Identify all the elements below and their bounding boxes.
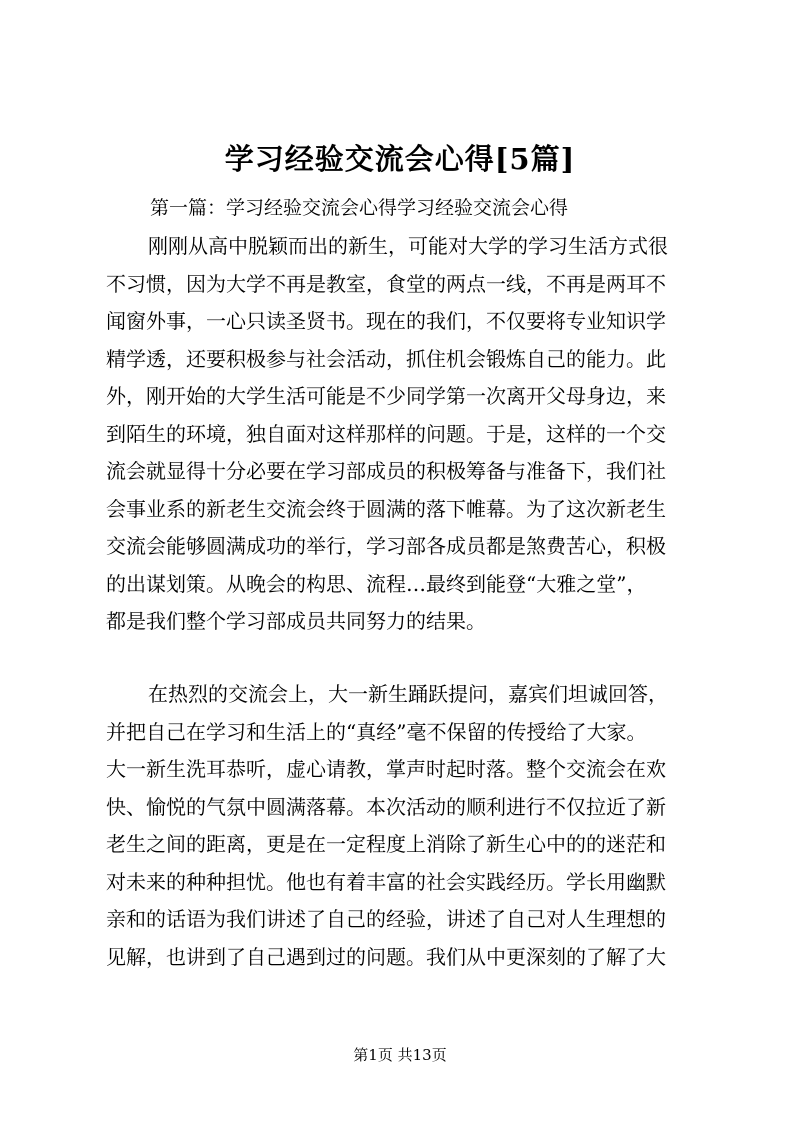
paragraph-line: 会事业系的新老生交流会终于圆满的落下帷幕。为了这次新老生 — [106, 496, 666, 521]
paragraph-line: 不习惯，因为大学不再是教室，食堂的两点一线，不再是两耳不 — [106, 271, 666, 296]
paragraph-line: 的出谋划策。从晚会的构思、流程…最终到能登“大雅之堂”， — [106, 571, 647, 596]
paragraph-line: 外，刚开始的大学生活可能是不少同学第一次离开父母身边，来 — [106, 384, 666, 408]
paragraph-line: 快、愉悦的气氛中圆满落幕。本次活动的顺利进行不仅拉近了新 — [106, 794, 666, 819]
paragraph-1 — [106, 228, 706, 641]
paragraph-line: 刚刚从高中脱颖而出的新生，可能对大学的学习生活方式很 — [148, 234, 668, 258]
paragraph-line: 流会就显得十分必要在学习部成员的积极筹备与准备下，我们社 — [106, 459, 666, 483]
paragraph-line: 精学透，还要积极参与社会活动，抓住机会锻炼自己的能力。此 — [106, 346, 666, 371]
document-title: 学习经验交流会心得[5篇] — [224, 142, 576, 176]
paragraph-line: 到陌生的环境，独自面对这样那样的问题。于是，这样的一个交 — [106, 421, 666, 446]
paragraph-line: 亲和的话语为我们讲述了自己的经验，讲述了自己对人生理想的 — [106, 907, 666, 931]
paragraph-line: 交流会能够圆满成功的举行，学习部各成员都是煞费苦心，积极 — [106, 534, 666, 558]
paragraph-line: 在热烈的交流会上，大一新生踊跃提问，嘉宾们坦诚回答， — [148, 682, 668, 706]
paragraph-line: 并把自己在学习和生活上的“真经”毫不保留的传授给了大家。 — [106, 719, 647, 744]
page-number: 第1页 共13页 — [353, 1046, 447, 1064]
paragraph-line: 见解，也讲到了自己遇到过的问题。我们从中更深刻的了解了大 — [106, 944, 666, 969]
paragraph-line: 大一新生洗耳恭听，虚心请教，掌声时起时落。整个交流会在欢 — [106, 757, 666, 781]
document-subtitle: 第一篇：学习经验交流会心得学习经验交流会心得 — [150, 197, 569, 219]
paragraph-line: 对未来的种种担忧。他也有着丰富的社会实践经历。学长用幽默 — [106, 869, 666, 894]
paragraph-line: 老生之间的距离，更是在一定程度上消除了新生心中的的迷茫和 — [106, 832, 666, 856]
paragraph-line: 都是我们整个学习部成员共同努力的结果。 — [106, 609, 486, 633]
paragraph-2 — [106, 676, 706, 976]
paragraph-line: 闻窗外事，一心只读圣贤书。现在的我们，不仅要将专业知识学 — [106, 309, 666, 333]
